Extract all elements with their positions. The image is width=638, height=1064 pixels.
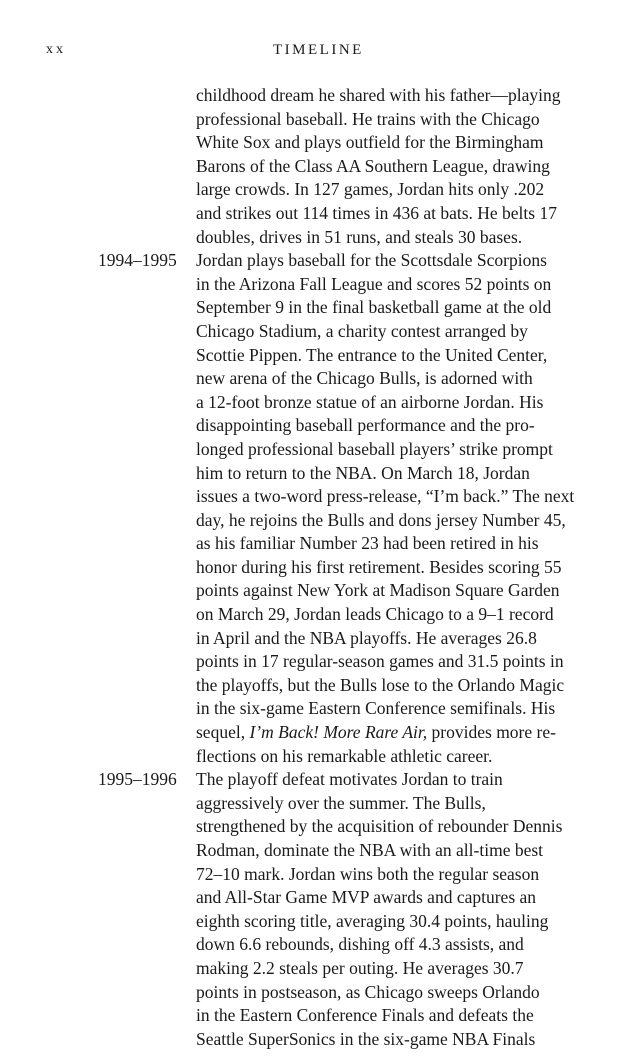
text-line: Seattle SuperSonics in the six-game NBA Finals bbox=[196, 1028, 536, 1049]
text-line: childhood dream he shared with his father—playing bbox=[196, 85, 561, 105]
entry-text bbox=[196, 768, 606, 1051]
text-line: making 2.2 steals per outing. He averages 30.7 bbox=[196, 957, 524, 978]
text-line: White Sox and plays outfield for the Birmingham bbox=[196, 132, 544, 153]
text-line: and All-Star Game MVP awards and captures an bbox=[196, 887, 537, 908]
text-line: Barons of the Class AA Southern League, drawing bbox=[196, 155, 550, 176]
text-line: points against New York at Madison Square Garden bbox=[196, 580, 560, 601]
timeline-entry-1995-1996 bbox=[0, 768, 638, 1051]
text-line: eighth scoring title, averaging 30.4 points, hauling bbox=[196, 910, 549, 931]
text-line: him to return to the NBA. On March 18, Jordan bbox=[196, 462, 530, 483]
entry-year: 1994–1995 bbox=[98, 250, 177, 271]
text-line: new arena of the Chicago Bulls, is adorned with bbox=[196, 368, 533, 389]
text-line: longed professional baseball players’ strike prompt bbox=[196, 438, 553, 459]
text-line: aggressively over the summer. The Bulls, bbox=[196, 792, 486, 813]
text-line: September 9 in the final basketball game at the old bbox=[196, 297, 552, 318]
timeline-entries bbox=[0, 84, 638, 1051]
running-head: TIMELINE bbox=[273, 42, 364, 58]
text-line: a 12-foot bronze statue of an airborne Jordan. His bbox=[196, 391, 544, 412]
line-suffix: provides more re- bbox=[427, 722, 556, 743]
book-title: I’m Back! More Rare Air, bbox=[249, 722, 428, 743]
entry-text bbox=[196, 84, 606, 249]
text-line: in the Arizona Fall League and scores 52 points on bbox=[196, 273, 552, 294]
text-line: The playoff defeat motivates Jordan to train bbox=[196, 769, 503, 790]
entry-text bbox=[196, 249, 606, 768]
page-header bbox=[0, 42, 638, 66]
timeline-entry-1994-1995 bbox=[0, 249, 638, 768]
timeline-entry-continued bbox=[0, 84, 638, 249]
text-line: points in 17 regular-season games and 31.5 points in bbox=[196, 651, 564, 672]
text-line: on March 29, Jordan leads Chicago to a 9–1 record bbox=[196, 604, 554, 625]
page-number: xx bbox=[46, 42, 66, 57]
text-line: the playoffs, but the Bulls lose to the Orlando Magic bbox=[196, 674, 565, 695]
entry-year: 1995–1996 bbox=[98, 769, 177, 790]
text-line: doubles, drives in 51 runs, and steals 30 bases. bbox=[196, 226, 523, 247]
text-line: Rodman, dominate the NBA with an all-time best bbox=[196, 840, 544, 860]
text-line: Jordan plays baseball for the Scottsdale Scorpions bbox=[196, 250, 547, 271]
text-line: 72–10 mark. Jordan wins both the regular season bbox=[196, 863, 540, 884]
text-line: in April and the NBA playoffs. He averages 26.8 bbox=[196, 627, 537, 648]
text-line: flections on his remarkable athletic career. bbox=[196, 745, 493, 766]
text-line: as his familiar Number 23 had been retired in his bbox=[196, 533, 539, 554]
line-prefix: sequel, bbox=[196, 722, 250, 743]
text-line: points in postseason, as Chicago sweeps Orlando bbox=[196, 981, 540, 1002]
text-line-with-book-title bbox=[196, 721, 606, 745]
text-line: large crowds. In 127 games, Jordan hits only .202 bbox=[196, 179, 545, 200]
text-line: Scottie Pippen. The entrance to the United Center, bbox=[196, 344, 548, 365]
text-line: strengthened by the acquisition of rebounder Dennis bbox=[196, 816, 563, 837]
text-line: Chicago Stadium, a charity contest arranged by bbox=[196, 320, 528, 341]
text-line: day, he rejoins the Bulls and dons jersey Number 45, bbox=[196, 509, 566, 530]
text-line: honor during his first retirement. Besides scoring 55 bbox=[196, 556, 562, 577]
text-line: disappointing baseball performance and the pro- bbox=[196, 415, 535, 436]
text-line: in the six-game Eastern Conference semifinals. His bbox=[196, 698, 556, 719]
text-line: professional baseball. He trains with the Chicago bbox=[196, 108, 540, 129]
text-line: issues a two-word press-release, “I’m back.” The next bbox=[196, 486, 575, 507]
text-line: in the Eastern Conference Finals and defeats the bbox=[196, 1005, 534, 1026]
text-line: and strikes out 114 times in 436 at bats. He belts 17 bbox=[196, 202, 557, 223]
text-line: down 6.6 rebounds, dishing off 4.3 assists, and bbox=[196, 934, 524, 955]
